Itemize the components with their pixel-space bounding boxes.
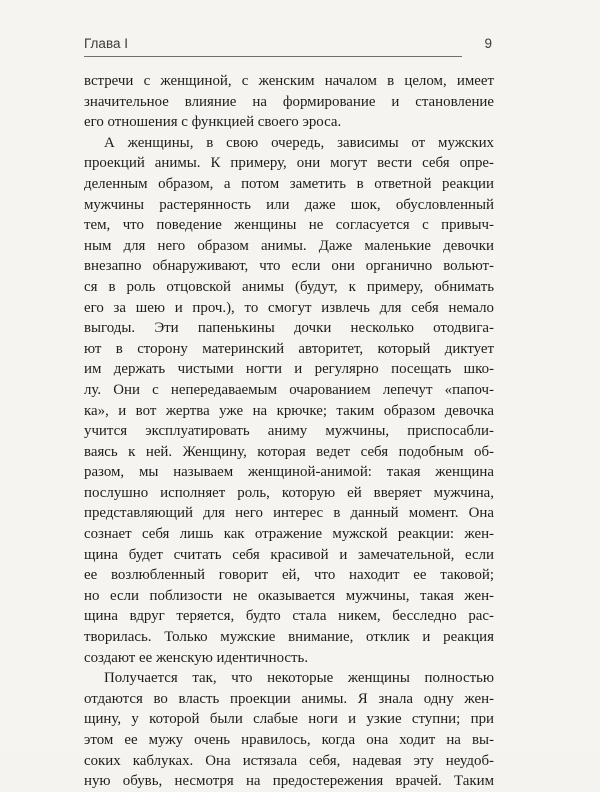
text-line: этом ее мужу очень нравилось, когда она ходит на вы- bbox=[84, 732, 494, 748]
text-line: творилась. Только мужские внимание, отклик и реакция bbox=[84, 629, 494, 646]
text-line: внезапно обнаруживают, что если они органично вольют- bbox=[84, 258, 494, 275]
text-line: щина будет считать себя красивой и замечательной, если bbox=[84, 546, 494, 563]
text-line: Получается так, что некоторые женщины полностью bbox=[104, 670, 494, 687]
text-line: деленным образом, а потом заметить в ответной реакции bbox=[84, 175, 494, 192]
text-line: встречи с женщиной, с женским началом в целом, имеет bbox=[84, 73, 494, 89]
text-line: соких каблуках. Она истязала себя, надевая эту неудоб- bbox=[84, 752, 494, 769]
text-line: но если поблизости не оказывается мужчины, такая жен- bbox=[84, 587, 494, 604]
text-line: тем, что поведение женщины не согласуется с привыч- bbox=[84, 217, 494, 234]
paragraph-1 bbox=[84, 71, 494, 133]
text-line: проекций анимы. К примеру, они могут вести себя опре- bbox=[84, 155, 494, 172]
text-line: щину, у которой были слабые ноги и узкие ступни; при bbox=[84, 711, 494, 728]
text-line: выгоды. Эти папенькины дочки несколько отодвига- bbox=[84, 320, 494, 337]
text-line: послушно исполняет роль, которую ей вверяет мужчина, bbox=[84, 484, 494, 501]
text-line: мужчины растерянность или даже шок, обусловленный bbox=[84, 196, 494, 213]
text-line: щина вдруг теряется, будто стала никем, бесследно рас- bbox=[84, 608, 494, 625]
paragraph-2 bbox=[84, 133, 494, 668]
page-number: 9 bbox=[484, 36, 492, 51]
running-head bbox=[84, 36, 492, 56]
text-line: представляющий для него интерес в данный момент. Она bbox=[84, 505, 494, 522]
text-line: значительное влияние на формирование и становление bbox=[84, 93, 494, 110]
text-line: ка», и вот жертва уже на крючке; таким образом девочка bbox=[84, 402, 494, 419]
body-text bbox=[84, 71, 494, 792]
text-line: разом, мы называем женщиной-анимой: такая женщина bbox=[84, 464, 494, 481]
text-line: А женщины, в свою очередь, зависимы от мужских bbox=[104, 134, 494, 151]
text-line: ют в сторону материнский авторитет, который диктует bbox=[84, 340, 494, 357]
text-line: ным для него образом анимы. Даже маленькие девочки bbox=[84, 237, 494, 254]
text-line: ся в роль отцовской анимы (будут, к примеру, обнимать bbox=[84, 278, 494, 295]
text-line: учится эксплуатировать аниму мужчины, приспосабли- bbox=[84, 423, 494, 440]
text-line: ную обувь, несмотря на предостережения врачей. Таким bbox=[84, 773, 494, 790]
text-line: лу. Они с непередаваемым очарованием лепечут «папоч- bbox=[84, 381, 494, 398]
text-line: создают ее женскую идентичность. bbox=[84, 649, 309, 666]
text-line: его отношения с функцией своего эроса. bbox=[84, 114, 342, 131]
text-line: им держать чистыми ногти и регулярно посещать шко- bbox=[84, 361, 494, 378]
chapter-title: Глава I bbox=[84, 36, 128, 51]
text-line: его за шею и проч.), то смогут извлечь для себя немало bbox=[84, 299, 494, 316]
text-line: сознает себя лишь как отражение мужской реакции: жен- bbox=[84, 526, 494, 543]
paragraph-3 bbox=[84, 668, 494, 792]
header-rule bbox=[84, 56, 462, 57]
text-line: отдаются во власть проекции анимы. Я знала одну жен- bbox=[84, 690, 494, 707]
text-line: ее возлюбленный говорит ей, что находит ее таковой; bbox=[84, 567, 494, 584]
text-line: ваясь к ней. Женщину, которая ведет себя подобным об- bbox=[84, 443, 494, 460]
